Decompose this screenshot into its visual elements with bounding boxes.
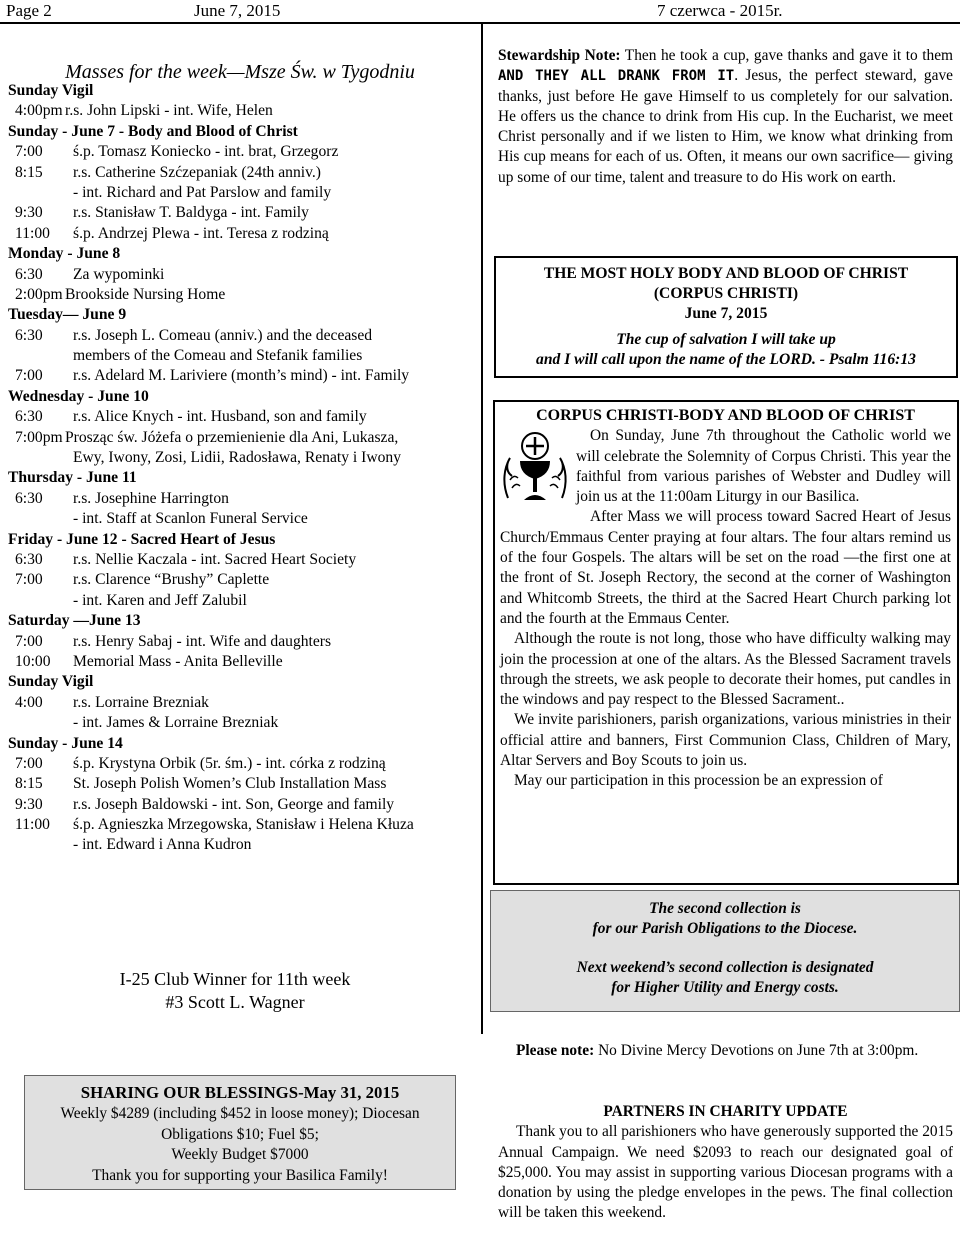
schedule-time: 7:00 <box>15 632 43 650</box>
schedule-intention: r.s. Nellie Kaczala - int. Sacred Heart Society <box>73 550 357 568</box>
page-header <box>0 0 960 24</box>
schedule-intention: St. Joseph Polish Women’s Club Installation Mass <box>73 775 387 793</box>
schedule-entry <box>8 428 474 448</box>
schedule-intention: r.s. Catherine Szćzepaniak (24th anniv.) <box>73 163 321 181</box>
sharing-line1: Weekly $4289 (including $452 in loose money); Diocesan <box>60 1104 420 1122</box>
schedule-entry <box>8 366 474 386</box>
schedule-day-heading <box>8 387 474 407</box>
schedule-day-text: Sunday - June 7 - Body and Blood of Christ <box>8 122 298 140</box>
sharing-line3: Weekly Budget $7000 <box>171 1146 309 1164</box>
club-winner-line1: I-25 Club Winner for 11th week <box>119 969 351 989</box>
stewardship-text2: . Jesus, the perfect steward, gave thanks, just before He gave Himself to us completely for our salvation. He offers us the chance to drink from His cup. In the Eucharist, we meet Christ personally and if we listen to Him, we know what drinking from His cup means for each of us. Often, it means our own sacrifice— giving up some of our time, talent and treasure to do His work on earth. <box>498 67 953 186</box>
schedule-time: 6:30 <box>15 550 43 568</box>
schedule-time: 8:15 <box>15 163 43 181</box>
feast-quote2: and I will call upon the name of the LORD. - Psalm 116:13 <box>536 351 916 368</box>
header-date-polish: 7 czerwca - 2015r. <box>657 1 783 20</box>
schedule-intention: r.s. Josephine Harrington <box>73 489 229 507</box>
schedule-day-text: Thursday - June 11 <box>8 469 137 487</box>
corpus-paragraph1: On Sunday, June 7th throughout the Catholic world we will celebrate the Solemnity of Corpus Christi. This year the faithful from various parishes of Webster and Dudley will join us at the 11:00am Liturgy in our Basilica. <box>576 427 951 506</box>
schedule-entry <box>8 550 474 570</box>
schedule-entry <box>8 570 474 590</box>
second-collection-box <box>490 890 960 1012</box>
schedule-time: 11:00 <box>15 224 50 242</box>
stewardship-label: Stewardship Note: <box>498 47 621 64</box>
schedule-time: 7:00pm <box>15 428 63 446</box>
schedule-time: 6:30 <box>15 326 43 344</box>
partners-title: PARTNERS IN CHARITY UPDATE <box>603 1103 848 1120</box>
club-winner-line2: #3 Scott L. Wagner <box>165 992 305 1012</box>
schedule-time: 6:30 <box>15 489 43 507</box>
schedule-intention: - int. Richard and Pat Parslow and family <box>73 183 332 201</box>
masses-title: Masses for the week—Msze Św. w Tygodniu <box>65 61 415 83</box>
schedule-entry <box>8 795 474 815</box>
schedule-entry <box>8 713 474 733</box>
schedule-time: 7:00 <box>15 754 43 772</box>
collection-line4: for Higher Utility and Energy costs. <box>611 979 839 996</box>
schedule-intention: r.s. Lorraine Brezniak <box>73 693 209 711</box>
schedule-entry <box>8 652 474 672</box>
schedule-time: 10:00 <box>15 652 51 670</box>
schedule-day-text: Saturday —June 13 <box>8 612 141 630</box>
schedule-time: 11:00 <box>15 816 50 834</box>
feast-line3: June 7, 2015 <box>684 305 768 322</box>
feast-line1: THE MOST HOLY BODY AND BLOOD OF CHRIST <box>543 265 909 282</box>
corpus-christi-box <box>493 400 959 885</box>
schedule-intention: ś.p. Andrzej Plewa - int. Teresa z rodziną <box>73 224 329 242</box>
page-number: Page 2 <box>6 1 52 20</box>
schedule-intention: - int. Staff at Scanlon Funeral Service <box>73 510 308 528</box>
schedule-intention: Brookside Nursing Home <box>65 285 226 303</box>
sharing-title: SHARING OUR BLESSINGS-May 31, 2015 <box>80 1083 400 1102</box>
chalice-host-icon <box>500 428 570 508</box>
schedule-entry <box>8 101 474 121</box>
partners-text: Thank you to all parishioners who have generously supported the 2015 Annual Campaign. We need $2093 to reach our designated goal of $25,000. You may assist in supporting various Diocesan programs with a donation by using the pledge envelopes in the pews. The final collection will be taken this weekend. <box>498 1123 953 1222</box>
schedule-entry <box>8 326 474 346</box>
column-divider <box>481 24 483 1034</box>
schedule-day-heading <box>8 530 474 550</box>
schedule-day-heading <box>8 734 474 754</box>
stewardship-emphasis: AND THEY ALL DRANK FROM IT <box>498 68 735 85</box>
please-note-text: No Divine Mercy Devotions on June 7th at 3:00pm. <box>594 1042 919 1059</box>
feast-line2: (CORPUS CHRISTI) <box>653 285 799 302</box>
schedule-day-text: Sunday - June 14 <box>8 734 123 752</box>
schedule-intention: r.s. Stanisław T. Baldyga - int. Family <box>73 204 309 222</box>
stewardship-text1: Then he took a cup, gave thanks and gave it to them <box>620 47 953 64</box>
schedule-entry <box>8 183 474 203</box>
schedule-day-text: Monday - June 8 <box>8 245 121 263</box>
schedule-entry <box>8 632 474 652</box>
schedule-intention: r.s. Joseph L. Comeau (anniv.) and the deceased <box>73 326 373 344</box>
stewardship-note <box>498 46 953 188</box>
schedule-intention: members of the Comeau and Stefanik families <box>73 347 363 365</box>
schedule-day-heading <box>8 81 474 101</box>
schedule-entry <box>8 815 474 835</box>
sharing-line4: Thank you for supporting your Basilica Family! <box>92 1167 388 1185</box>
schedule-intention: ś.p. Agnieszka Mrzegowska, Stanisław i Helena Kłuza <box>73 816 414 834</box>
collection-line2: for our Parish Obligations to the Diocese. <box>592 920 858 937</box>
schedule-entry <box>8 285 474 305</box>
please-note <box>498 1041 953 1061</box>
schedule-day-heading <box>8 305 474 325</box>
schedule-time: 7:00 <box>15 143 43 161</box>
schedule-intention: - int. Edward i Anna Kudron <box>73 836 252 854</box>
schedule-entry <box>8 142 474 162</box>
corpus-paragraph2: After Mass we will process toward Sacred Heart of Jesus Church/Emmaus Center praying at four altars. The four altars remind us of the four Gospels. The altars will be set on the road —the first one at the front of St. Joseph Rectory, the second at the corner of Washington and Whitcomb Streets, the third at the Sacred Heart Church parking lot and the fourth at the Emmaus Center. <box>500 508 951 627</box>
schedule-time: 6:30 <box>15 265 43 283</box>
schedule-day-heading <box>8 611 474 631</box>
please-note-label: Please note: <box>516 1042 595 1059</box>
schedule-day-heading <box>8 244 474 264</box>
schedule-intention: Za wypominki <box>73 265 165 283</box>
schedule-entry <box>8 346 474 366</box>
schedule-day-text: Sunday Vigil <box>8 82 94 99</box>
feast-box <box>494 256 958 378</box>
schedule-entry <box>8 509 474 529</box>
schedule-intention: r.s. Joseph Baldowski - int. Son, George and family <box>73 795 395 813</box>
schedule-intention: r.s. Adelard M. Lariviere (month’s mind) - int. Family <box>73 367 410 385</box>
schedule-day-heading <box>8 122 474 142</box>
schedule-intention: r.s. Henry Sabaj - int. Wife and daughters <box>73 632 332 650</box>
sharing-blessings-box <box>24 1075 456 1190</box>
schedule-time: 8:15 <box>15 775 43 793</box>
schedule-entry <box>8 265 474 285</box>
schedule-intention: Ewy, Iwony, Zosi, Lidii, Radosława, Renaty i Iwony <box>73 449 401 467</box>
schedule-entry <box>8 203 474 223</box>
club-winner <box>0 968 470 1014</box>
schedule-intention: - int. Karen and Jeff Zalubil <box>73 591 247 609</box>
schedule-entry <box>8 224 474 244</box>
corpus-title: CORPUS CHRISTI-BODY AND BLOOD OF CHRIST <box>536 407 915 424</box>
schedule-time: 9:30 <box>15 204 43 222</box>
schedule-time: 7:00 <box>15 367 43 385</box>
schedule-time: 2:00pm <box>15 285 63 303</box>
schedule-entry <box>8 693 474 713</box>
schedule-intention: - int. James & Lorraine Brezniak <box>73 714 279 732</box>
schedule-day-heading <box>8 468 474 488</box>
schedule-entry <box>8 407 474 427</box>
schedule-day-text: Friday - June 12 - Sacred Heart of Jesus <box>8 530 276 548</box>
schedule-day-text: Sunday Vigil <box>8 673 94 691</box>
schedule-day-text: Tuesday— June 9 <box>8 306 127 324</box>
schedule-entry <box>8 489 474 509</box>
schedule-day-heading <box>8 672 474 692</box>
schedule-time: 4:00 <box>15 693 43 711</box>
schedule-time: 6:30 <box>15 408 43 426</box>
corpus-paragraph5: May our participation in this procession be an expression of <box>514 772 883 790</box>
schedule-intention: r.s. Alice Knych - int. Husband, son and family <box>73 408 367 426</box>
schedule-intention: ś.p. Krystyna Orbik (5r. śm.) - int. córka z rodziną <box>73 754 386 772</box>
schedule-time: 4:00pm <box>15 102 63 120</box>
header-date: June 7, 2015 <box>194 1 281 20</box>
schedule-entry <box>8 754 474 774</box>
collection-line1: The second collection is <box>649 900 801 917</box>
schedule-entry <box>8 591 474 611</box>
schedule-time: 7:00 <box>15 571 43 589</box>
schedule-entry <box>8 163 474 183</box>
schedule-entry <box>8 835 474 855</box>
mass-schedule <box>8 81 474 856</box>
schedule-intention: Prosząc św. Jóżefa o przemienienie dla Ani, Lukasza, <box>65 428 399 446</box>
partners-in-charity <box>498 1102 953 1224</box>
feast-quote1: The cup of salvation I will take up <box>616 331 836 348</box>
schedule-day-text: Wednesday - June 10 <box>8 387 149 405</box>
sharing-line2: Obligations $10; Fuel $5; <box>161 1125 319 1143</box>
schedule-entry <box>8 774 474 794</box>
schedule-intention: Memorial Mass - Anita Belleville <box>73 652 283 670</box>
schedule-intention: ś.p. Tomasz Koniecko - int. brat, Grzegorz <box>73 143 339 161</box>
schedule-entry <box>8 448 474 468</box>
collection-line3: Next weekend’s second collection is designated <box>576 959 874 976</box>
schedule-time: 9:30 <box>15 795 43 813</box>
corpus-paragraph4: We invite parishioners, parish organizations, various ministries in their official attire and banners, First Communion Class, Children of Mary, Altar Servers and Boy Scouts to join us. <box>500 711 951 770</box>
corpus-paragraph3: Although the route is not long, those who have difficulty walking may join the procession at one of the altars. As the Blessed Sacrament travels through the streets, we ask people to decorate their homes, put candles in the windows and pay respect to the Blessed Sacrament.. <box>500 630 951 709</box>
schedule-intention: r.s. John Lipski - int. Wife, Helen <box>65 102 273 120</box>
schedule-intention: r.s. Clarence “Brushy” Caplette <box>73 571 270 589</box>
